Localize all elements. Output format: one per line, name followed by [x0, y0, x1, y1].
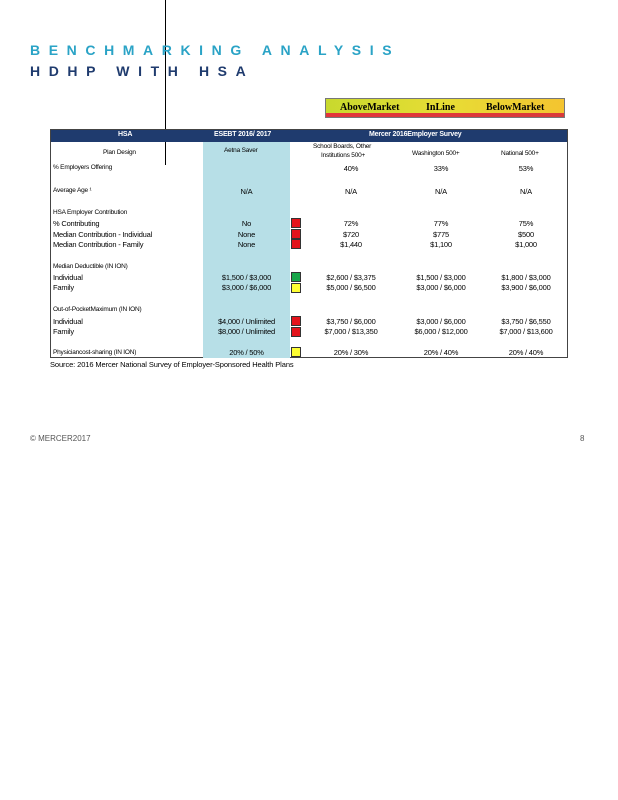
row-label: % Contributing: [53, 219, 100, 228]
cell-aetna: $8,000 / Unlimited: [218, 327, 275, 336]
washington-label: Washington 500+: [412, 150, 460, 157]
indicator-green: [291, 272, 301, 282]
cell-school: $3,750 / $6,000: [326, 317, 376, 326]
row-label: Median Contribution - Individual: [53, 230, 153, 239]
header-mercer: Mercer 2016Employer Survey: [369, 131, 462, 138]
section-label: Median Deductible (IN ION): [53, 263, 128, 270]
legend-color-strip: [326, 113, 564, 117]
cell-aetna: N/A: [240, 187, 253, 196]
market-legend: [325, 98, 565, 118]
cell-washington: 77%: [433, 219, 449, 228]
aetna-saver-label: Aetna Saver: [224, 147, 258, 154]
row-label: Family: [53, 283, 74, 292]
page-title: BENCHMARKING ANALYSIS: [30, 42, 401, 58]
cell-school: $720: [343, 230, 359, 239]
cell-national: 20% / 40%: [508, 348, 544, 357]
cell-national: $500: [518, 230, 534, 239]
indicator-yellow: [291, 347, 301, 357]
section-label: Out-of-PocketMaximum (IN ION): [53, 306, 142, 313]
cell-national: $3,900 / $6,000: [501, 283, 551, 292]
cell-school: 20% / 30%: [333, 348, 369, 357]
cell-school: $5,000 / $6,500: [326, 283, 376, 292]
cell-school: $7,000 / $13,350: [324, 327, 378, 336]
header-esebt: ESEBT 2016/ 2017: [214, 131, 272, 138]
source-note: Source: 2016 Mercer National Survey of Employer-Sponsored Health Plans: [50, 360, 294, 369]
row-label: % Employers Offering: [53, 164, 113, 171]
school-boards-label-1: School Boards, Other: [313, 143, 372, 150]
indicator-red: [291, 316, 301, 326]
cell-aetna: None: [237, 230, 256, 239]
indicator-red: [291, 327, 301, 337]
indicator-red: [291, 239, 301, 249]
benchmark-table: [50, 129, 568, 358]
cell-aetna: 20% / 50%: [229, 348, 264, 357]
table-header: [51, 130, 567, 142]
cell-school: N/A: [345, 187, 357, 196]
cell-aetna: $3,000 / $6,000: [221, 283, 272, 292]
cell-washington: $1,500 / $3,000: [416, 273, 466, 282]
section-label: HSA Employer Contribution: [53, 209, 128, 216]
cell-washington: $6,000 / $12,000: [414, 327, 468, 336]
row-label: Individual: [53, 317, 83, 326]
cell-aetna: None: [237, 240, 256, 249]
cell-washington: N/A: [435, 187, 447, 196]
copyright: © MERCER2017: [30, 434, 91, 443]
cell-washington: $3,000 / $6,000: [416, 283, 466, 292]
cell-national: N/A: [520, 187, 532, 196]
cell-aetna: $4,000 / Unlimited: [218, 317, 275, 326]
row-label: Median Contribution - Family: [53, 240, 144, 249]
cell-national: $3,750 / $6,550: [501, 317, 551, 326]
school-boards-label-2: Institutions 500+: [321, 152, 366, 159]
legend-above-market: AboveMarket: [340, 102, 400, 113]
cell-washington: 20% / 40%: [423, 348, 459, 357]
cell-washington: $3,000 / $6,000: [416, 317, 466, 326]
legend-below-market: BelowMarket: [486, 102, 545, 113]
cell-washington: 33%: [433, 164, 449, 173]
cell-aetna: $1,500 / $3,000: [221, 273, 272, 282]
cell-school: $1,440: [340, 240, 362, 249]
indicator-yellow: [291, 283, 301, 293]
national-label: National 500+: [501, 150, 539, 157]
row-label: Individual: [53, 273, 83, 282]
cell-school: 40%: [343, 164, 359, 173]
header-hsa: HSA: [118, 131, 133, 138]
plan-design-label: Plan Design: [103, 149, 136, 156]
cell-national: $7,000 / $13,600: [499, 327, 553, 336]
cell-school: 72%: [343, 219, 359, 228]
cell-school: $2,600 / $3,375: [326, 273, 376, 282]
cell-aetna: No: [241, 219, 252, 228]
cell-national: 53%: [518, 164, 534, 173]
cell-washington: $1,100: [430, 240, 452, 249]
page-subtitle: HDHP WITH HSA: [30, 63, 255, 79]
row-label: Physiciancost-sharing (IN ION): [53, 349, 137, 356]
indicator-red: [291, 229, 301, 239]
page-number: 8: [580, 434, 585, 443]
cell-national: $1,800 / $3,000: [501, 273, 551, 282]
row-label: Average Age ¹: [53, 187, 92, 194]
cell-washington: $775: [433, 230, 449, 239]
cell-national: $1,000: [515, 240, 537, 249]
indicator-red: [291, 218, 301, 228]
row-label: Family: [53, 327, 74, 336]
legend-in-line: InLine: [426, 102, 455, 113]
cell-national: 75%: [518, 219, 534, 228]
